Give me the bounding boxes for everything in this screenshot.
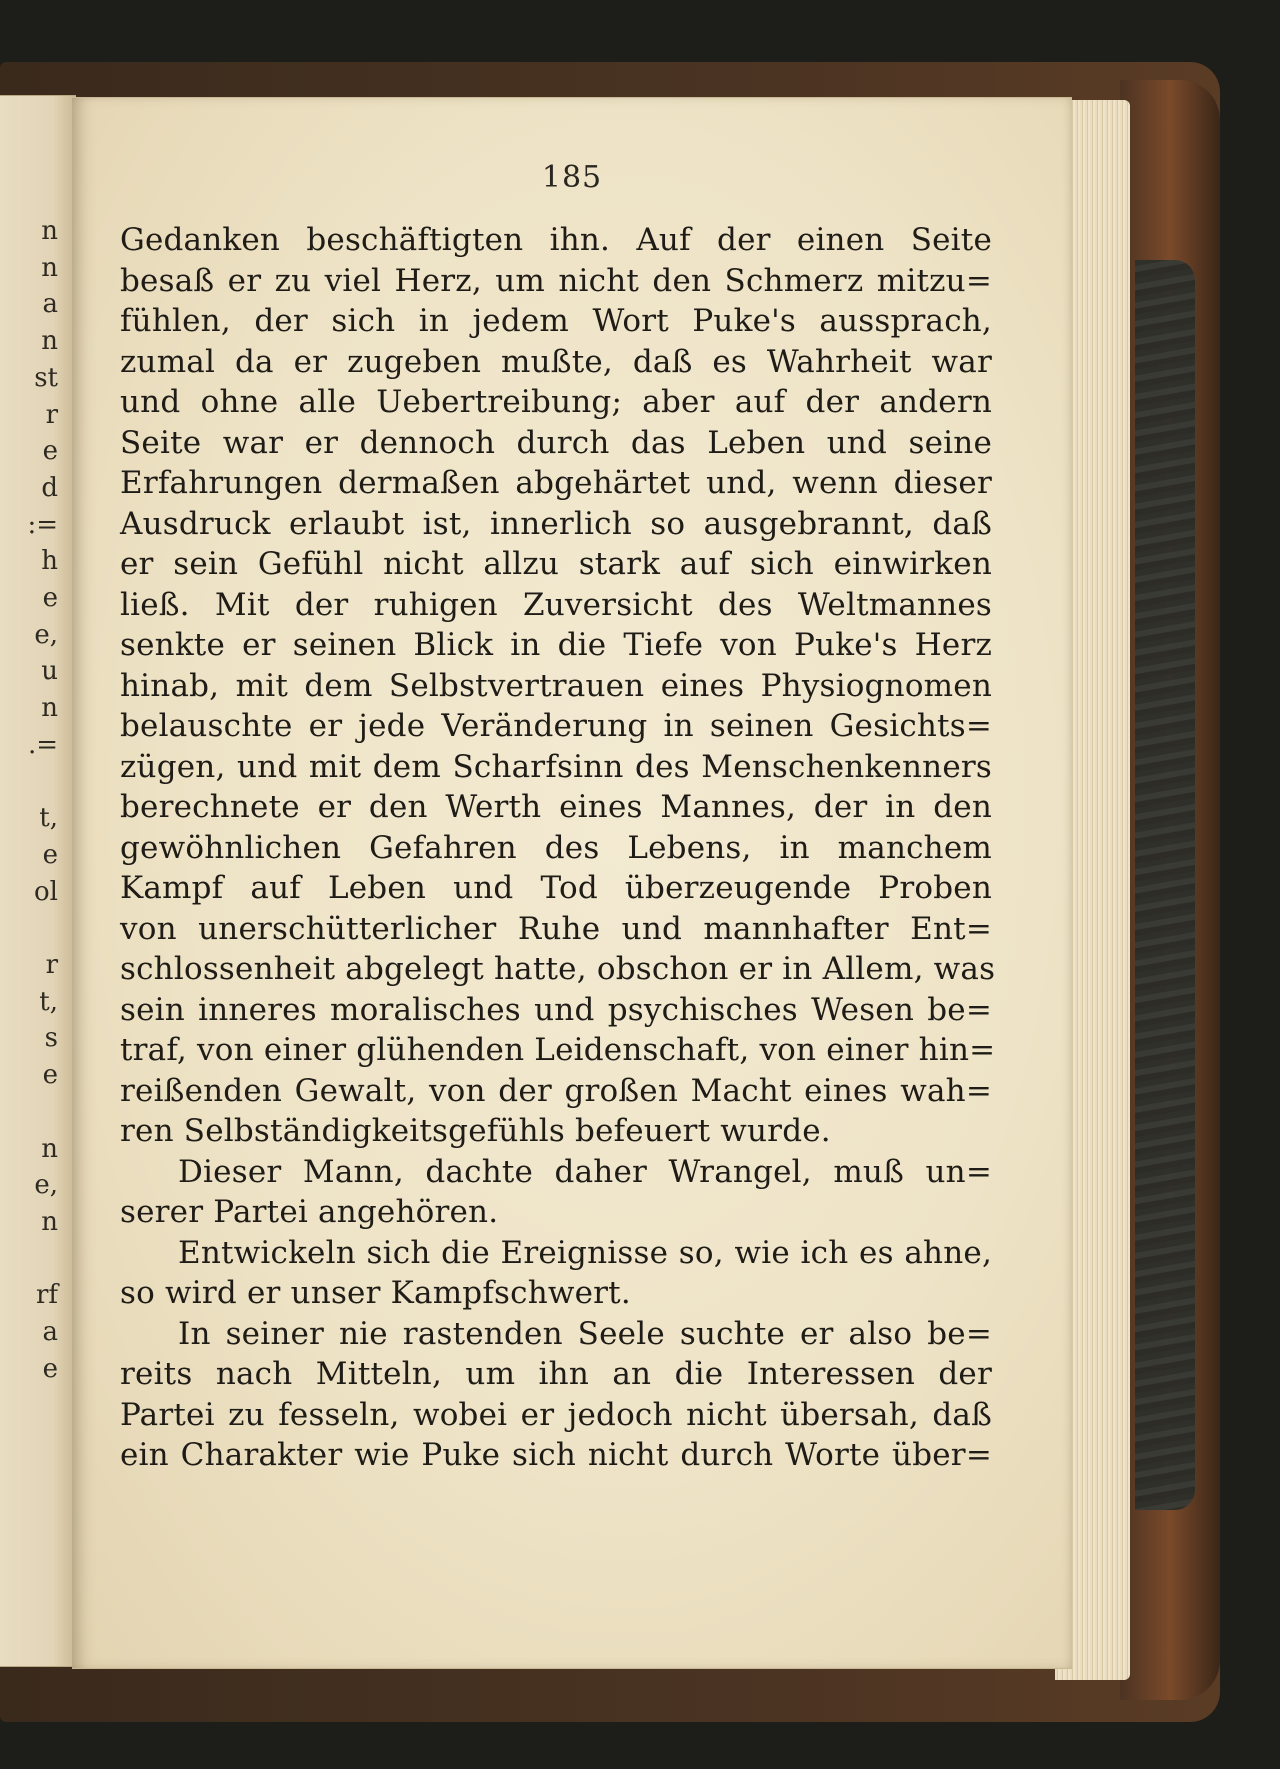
text-line: Seite war er dennoch durch das Leben und seine bbox=[120, 424, 992, 461]
facing-page-fragment: s bbox=[44, 1023, 58, 1054]
facing-page-fragment: d bbox=[41, 472, 58, 503]
text-line: Gedanken beschäftigten ihn. Auf der einen Seite bbox=[120, 222, 992, 258]
page-body-text bbox=[120, 220, 996, 1476]
text-line: er sein Gefühl nicht allzu stark auf sich einwirken bbox=[120, 546, 992, 582]
facing-page-fragment: n bbox=[41, 1133, 58, 1164]
text-line: senkte er seinen Blick in die Tiefe von Puke's Herz bbox=[120, 627, 992, 663]
text-line: Dieser Mann, dachte daher Wrangel, muß un= bbox=[178, 1153, 992, 1190]
book-page bbox=[72, 97, 1072, 1669]
text-line: serer Partei angehören. bbox=[120, 1194, 499, 1230]
text-line: In seiner nie rastenden Seele suchte er also be= bbox=[178, 1315, 992, 1352]
facing-page-fragment: u bbox=[41, 656, 58, 687]
text-line: besaß er zu viel Herz, um nicht den Schmerz mitzu= bbox=[120, 262, 992, 299]
page-number: 185 bbox=[541, 160, 603, 195]
facing-page-fragment: r bbox=[45, 950, 58, 980]
facing-page-fragment: ol bbox=[34, 876, 58, 907]
text-line: so wird er unser Kampfschwert. bbox=[120, 1275, 631, 1311]
text-line: und ohne alle Uebertreibung; aber auf der andern bbox=[120, 384, 992, 420]
facing-page-fragment: n bbox=[41, 693, 58, 724]
facing-page-fragment: r bbox=[45, 399, 58, 430]
facing-page-fragment: e bbox=[42, 1353, 58, 1384]
text-line: fühlen, der sich in jedem Wort Puke's aussprach, bbox=[120, 303, 992, 339]
text-line: Entwickeln sich die Ereignisse so, wie ich es ahne, bbox=[178, 1234, 992, 1271]
text-line: Partei zu fesseln, wobei er jedoch nicht übersah, daß bbox=[120, 1396, 992, 1433]
text-line: Kampf auf Leben und Tod überzeugende Proben bbox=[120, 870, 992, 906]
text-line: Erfahrungen dermaßen abgehärtet und, wenn dieser bbox=[120, 465, 992, 501]
facing-page-fragment: e, bbox=[34, 619, 58, 650]
facing-page-fragment: a bbox=[42, 289, 58, 320]
facing-page-fragment: e bbox=[42, 436, 58, 467]
text-line: reits nach Mitteln, um ihn an die Interessen der bbox=[120, 1356, 992, 1392]
facing-page-fragment: := bbox=[27, 509, 58, 540]
facing-page-fragment: e bbox=[42, 583, 58, 613]
text-line: gewöhnlichen Gefahren des Lebens, in manchem bbox=[120, 829, 992, 866]
text-line: traf, von einer glühenden Leidenschaft, von einer hin= bbox=[120, 1032, 996, 1068]
facing-page-fragment: n bbox=[41, 252, 58, 283]
text-line: ren Selbständigkeitsgefühls befeuert wurde. bbox=[120, 1113, 831, 1149]
text-line: berechnete er den Werth eines Mannes, der in den bbox=[120, 789, 992, 825]
facing-page-fragment: e bbox=[42, 839, 58, 870]
facing-page-fragment: a bbox=[42, 1317, 58, 1347]
text-line: von unerschütterlicher Ruhe und mannhafter Ent= bbox=[120, 910, 992, 947]
text-line: ein Charakter wie Puke sich nicht durch Worte über= bbox=[120, 1437, 992, 1473]
facing-page-fragment: t, bbox=[39, 803, 58, 834]
facing-page-fragment: rf bbox=[35, 1280, 58, 1311]
facing-page-fragment: e bbox=[42, 1060, 58, 1091]
text-line: hinab, mit dem Selbstvertrauen eines Physiognomen bbox=[120, 667, 992, 704]
facing-page-fragment: t, bbox=[39, 986, 58, 1017]
facing-page-text-fragments bbox=[0, 96, 60, 1666]
facing-page-fragment: .= bbox=[27, 729, 58, 760]
facing-page-fragment: h bbox=[41, 546, 58, 577]
facing-page-fragment: st bbox=[34, 362, 58, 393]
text-line: zügen, und mit dem Scharfsinn des Menschenkenners bbox=[120, 748, 992, 785]
facing-page-fragment: n bbox=[41, 216, 58, 246]
text-line: sein inneres moralisches und psychisches Wesen be= bbox=[120, 991, 992, 1028]
text-line: ließ. Mit der ruhigen Zuversicht des Weltmannes bbox=[120, 586, 992, 623]
text-line: Ausdruck erlaubt ist, innerlich so ausgebrannt, daß bbox=[120, 505, 992, 542]
cover-cloth-panel bbox=[1135, 260, 1195, 1510]
facing-page-fragment: n bbox=[41, 326, 58, 357]
text-line: zumal da er zugeben mußte, daß es Wahrheit war bbox=[120, 343, 992, 380]
facing-page-fragment: n bbox=[41, 1206, 58, 1237]
text-line: schlossenheit abgelegt hatte, obschon er in Allem, was bbox=[120, 951, 996, 987]
text-line: belauschte er jede Veränderung in seinen Gesichts= bbox=[120, 708, 992, 744]
text-line: reißenden Gewalt, von der großen Macht eines wah= bbox=[120, 1072, 992, 1109]
facing-page bbox=[0, 95, 76, 1667]
facing-page-fragment: e, bbox=[34, 1170, 58, 1201]
